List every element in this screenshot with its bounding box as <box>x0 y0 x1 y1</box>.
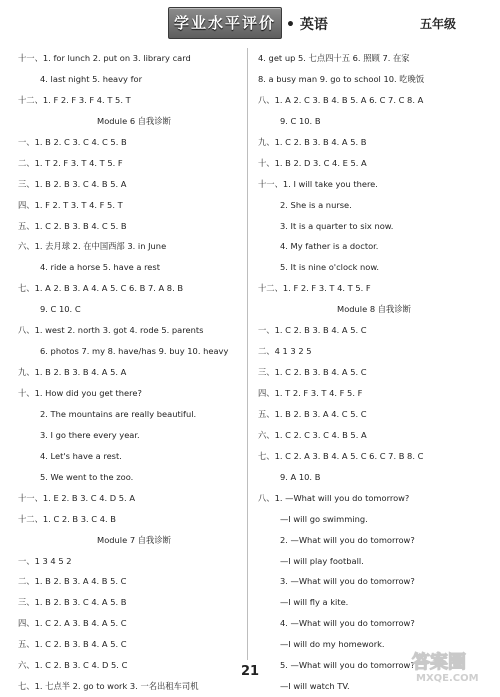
left-column <box>18 48 250 697</box>
page-number: 21 <box>240 664 260 679</box>
answer-line: —I will watch TV. <box>280 681 350 692</box>
answer-line: 七、1. A 2. B 3. A 4. A 5. C 6. B 7. A 8. B <box>18 283 184 294</box>
answer-line: 5. We went to the zoo. <box>40 471 134 482</box>
answer-line: 三、1. B 2. B 3. C 4. B 5. A <box>18 178 127 189</box>
answer-line: 9. A 10. B <box>280 471 321 482</box>
right-column <box>258 48 490 697</box>
answer-line: 一、1. C 2. B 3. B 4. A 5. C <box>258 325 367 336</box>
answer-line: 十二、1. F 2. F 3. F 4. T 5. T <box>18 94 131 105</box>
answer-line: 十二、1. F 2. F 3. T 4. T 5. F <box>258 283 371 294</box>
banner-text: 学业水平评价 <box>173 14 276 32</box>
grade-label: 五年级 <box>419 17 456 31</box>
svg-text:MXQE.COM: MXQE.COM <box>416 673 479 684</box>
section-title: Module 6 自我诊断 <box>97 115 171 126</box>
header-banner <box>168 7 282 39</box>
section-title: Module 7 自我诊断 <box>97 534 171 545</box>
answer-line: 4. last night 5. heavy for <box>40 73 143 84</box>
answer-line: 四、1. F 2. T 3. T 4. F 5. T <box>18 199 123 210</box>
answer-line: 4. get up 5. 七点四十五 6. 照顾 7. 在家 <box>258 53 410 63</box>
subject-label: • 英语 <box>286 17 328 33</box>
section-title: Module 8 自我诊断 <box>337 304 411 315</box>
answer-line: 十一、1. I will take you there. <box>258 178 378 189</box>
answer-line: —I will fly a kite. <box>280 597 349 608</box>
answer-line: 3. I go there every year. <box>40 429 140 440</box>
answer-line: 十二、1. C 2. B 3. C 4. B <box>18 513 116 524</box>
answer-line: 八、1. west 2. north 3. got 4. rode 5. parents <box>18 325 204 336</box>
page-header <box>0 0 500 48</box>
answer-line: 六、1. C 2. C 3. C 4. B 5. A <box>258 429 367 440</box>
answer-line: 5. It is nine o'clock now. <box>280 262 380 273</box>
answer-line: 十、1. How did you get there? <box>18 388 142 398</box>
answer-line: 五、1. C 2. B 3. B 4. C 5. B <box>18 220 127 231</box>
answer-line: 9. C 10. B <box>280 115 321 126</box>
answer-line: 一、1 3 4 5 2 <box>18 555 72 566</box>
answer-line: 3. It is a quarter to six now. <box>280 220 394 231</box>
answer-line: 4. ride a horse 5. have a rest <box>40 262 160 273</box>
answer-line: 五、1. C 2. B 3. B 4. A 5. C <box>18 639 127 650</box>
answer-line: —I will do my homework. <box>280 639 385 650</box>
answer-line: 六、1. 去月球 2. 在中国西部 3. in June <box>18 241 167 252</box>
answer-line: 七、1. 七点半 2. go to work 3. 一名出租车司机 <box>18 681 199 692</box>
answer-line: 六、1. C 2. B 3. C 4. D 5. C <box>18 660 128 671</box>
answer-line: 九、1. B 2. B 3. B 4. A 5. A <box>18 367 127 378</box>
answer-line: 十、1. B 2. D 3. C 4. E 5. A <box>258 157 367 168</box>
svg-text:答案圈: 答案圈 <box>412 652 466 673</box>
answer-line: 2. The mountains are really beautiful. <box>40 408 197 419</box>
answer-line: 6. photos 7. my 8. have/has 9. buy 10. heavy <box>40 346 229 357</box>
answer-line: 八、1. —What will you do tomorrow? <box>258 492 410 503</box>
answer-line: 二、1. B 2. B 3. A 4. B 5. C <box>18 576 127 587</box>
answer-line: 三、1. C 2. B 3. B 4. A 5. C <box>258 367 367 378</box>
answer-line: 十一、1. for lunch 2. put on 3. library card <box>18 53 191 63</box>
answer-line: 九、1. C 2. B 3. B 4. A 5. B <box>258 136 367 147</box>
answer-line: 3. —What will you do tomorrow? <box>280 576 415 587</box>
answer-line: 十一、1. E 2. B 3. C 4. D 5. A <box>18 492 135 503</box>
answer-line: 三、1. B 2. B 3. C 4. A 5. B <box>18 597 127 608</box>
answer-line: 一、1. B 2. C 3. C 4. C 5. B <box>18 136 127 147</box>
answer-line: 七、1. C 2. A 3. B 4. A 5. C 6. C 7. B 8. C <box>258 450 424 461</box>
answer-line: —I will play football. <box>280 555 364 566</box>
answer-line: 四、1. C 2. A 3. B 4. A 5. C <box>18 618 127 629</box>
answer-line: 4. —What will you do tomorrow? <box>280 618 415 629</box>
answer-line: 5. —What will you do tomorrow? <box>280 660 415 671</box>
answer-line: 八、1. A 2. C 3. B 4. B 5. A 6. C 7. C 8. A <box>258 94 424 105</box>
answer-line: 五、1. B 2. B 3. A 4. C 5. C <box>258 408 367 419</box>
answer-line: 4. Let's have a rest. <box>40 450 122 461</box>
watermark-logo <box>408 648 496 684</box>
answer-line: 2. She is a nurse. <box>280 199 352 210</box>
answer-line: 9. C 10. C <box>40 304 81 315</box>
answer-line: 2. —What will you do tomorrow? <box>280 534 415 545</box>
answer-line: 四、1. T 2. F 3. T 4. F 5. F <box>258 388 363 398</box>
answer-line: 二、1. T 2. F 3. T 4. T 5. F <box>18 157 123 168</box>
answer-line: 二、4 1 3 2 5 <box>258 346 312 357</box>
answer-line: 8. a busy man 9. go to school 10. 吃晚饭 <box>258 73 425 84</box>
answer-line: —I will go swimming. <box>280 513 368 524</box>
answer-line: 4. My father is a doctor. <box>280 241 379 252</box>
